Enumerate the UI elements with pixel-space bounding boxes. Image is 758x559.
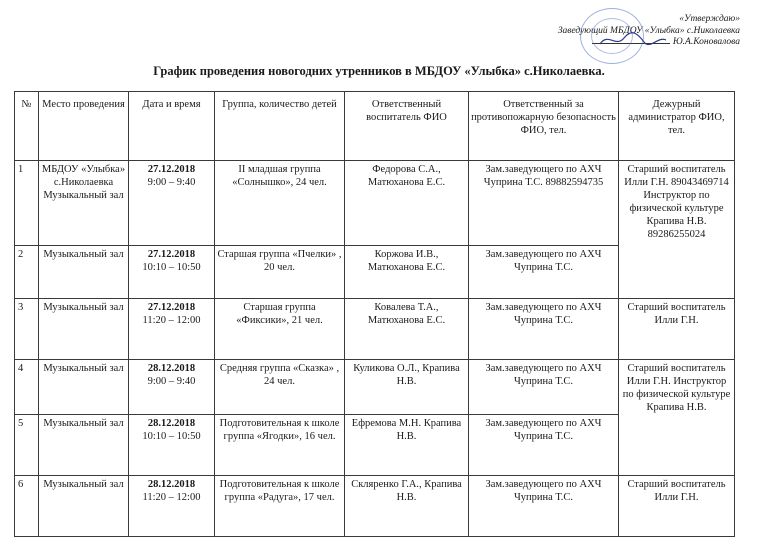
row-place: Музыкальный зал <box>39 299 129 360</box>
row-number: 1 <box>15 161 39 246</box>
table-row <box>15 161 735 246</box>
row-date: 27.12.2018 <box>147 164 196 175</box>
header-datetime: Дата и время <box>129 92 215 161</box>
row-time: 11:20 – 12:00 <box>142 492 201 503</box>
row-teacher: Ефремова М.Н. Крапива Н.В. <box>345 415 469 476</box>
row-time: 9:00 – 9:40 <box>147 177 196 188</box>
table-row <box>15 360 735 415</box>
row-place: Музыкальный зал <box>39 415 129 476</box>
document-title: График проведения новогодних утренников в МБДОУ «Улыбка» с.Николаевка. <box>153 64 605 78</box>
row-number: 3 <box>15 299 39 360</box>
approval-line-1: «Утверждаю» <box>679 14 740 24</box>
approver-name: Ю.А.Коновалова <box>672 37 740 47</box>
row-admin: Старший воспитатель Илли Г.Н. <box>619 299 735 360</box>
row-place: Музыкальный зал <box>39 476 129 537</box>
row-time: 9:00 – 9:40 <box>147 376 196 387</box>
row-group: Подготовительная к школе группа «Ягодки», 16 чел. <box>215 415 345 476</box>
row-fire: Зам.заведующего по АХЧ Чуприна Т.С. <box>469 360 619 415</box>
header-teacher: Ответственный воспитатель ФИО <box>345 92 469 161</box>
row-place: Музыкальный зал <box>39 360 129 415</box>
row-date: 28.12.2018 <box>147 479 196 490</box>
row-group: Подготовительная к школе группа «Радуга», 17 чел. <box>215 476 345 537</box>
row-time: 10:10 – 10:50 <box>142 431 201 442</box>
row-group: Средняя группа «Сказка» , 24 чел. <box>215 360 345 415</box>
row-date: 28.12.2018 <box>147 363 196 374</box>
header-admin: Дежурный администратор ФИО, тел. <box>619 92 735 161</box>
header-number: № <box>15 92 39 161</box>
row-time: 10:10 – 10:50 <box>142 262 201 273</box>
row-group: Старшая группа «Фиксики», 21 чел. <box>215 299 345 360</box>
row-place: Музыкальный зал <box>39 246 129 299</box>
row-group: II младшая группа «Солнышко», 24 чел. <box>215 161 345 246</box>
row-date: 27.12.2018 <box>147 302 196 313</box>
row-teacher: Скляренко Г.А., Крапива Н.В. <box>345 476 469 537</box>
row-fire: Зам.заведующего по АХЧ Чуприна Т.С. 89882594735 <box>469 161 619 246</box>
table-header-row <box>15 92 735 161</box>
row-number: 2 <box>15 246 39 299</box>
row-number: 6 <box>15 476 39 537</box>
header-place: Место проведения <box>39 92 129 161</box>
row-admin: Старший воспитатель Илли Г.Н. <box>619 476 735 537</box>
table-row <box>15 299 735 360</box>
schedule-table <box>14 91 735 537</box>
row-datetime <box>129 476 215 537</box>
row-date: 28.12.2018 <box>147 418 196 429</box>
row-admin: Старший воспитатель Илли Г.Н. Инструктор по физической культуре Крапива Н.В. <box>619 360 735 476</box>
row-number: 4 <box>15 360 39 415</box>
approval-line-2: Заведующий МБДОУ «Улыбка» с.Николаевка <box>557 26 740 36</box>
row-time: 11:20 – 12:00 <box>142 315 201 326</box>
header-group: Группа, количество детей <box>215 92 345 161</box>
row-fire: Зам.заведующего по АХЧ Чуприна Т.С. <box>469 246 619 299</box>
row-teacher: Куликова О.Л., Крапива Н.В. <box>345 360 469 415</box>
row-datetime <box>129 299 215 360</box>
table-row <box>15 476 735 537</box>
row-teacher: Федорова С.А., Матюханова Е.С. <box>345 161 469 246</box>
row-number: 5 <box>15 415 39 476</box>
row-datetime <box>129 415 215 476</box>
row-fire: Зам.заведующего по АХЧ Чуприна Т.С. <box>469 476 619 537</box>
row-date: 27.12.2018 <box>147 249 196 260</box>
row-fire: Зам.заведующего по АХЧ Чуприна Т.С. <box>469 299 619 360</box>
row-datetime <box>129 246 215 299</box>
row-datetime <box>129 161 215 246</box>
row-group: Старшая группа «Пчелки» , 20 чел. <box>215 246 345 299</box>
row-teacher: Ковалева Т.А., Матюханова Е.С. <box>345 299 469 360</box>
row-fire: Зам.заведующего по АХЧ Чуприна Т.С. <box>469 415 619 476</box>
row-admin: Старший воспитатель Илли Г.Н. 89043469714 Инструктор по физической культуре Крапива Н.В. 89286255024 <box>619 161 735 299</box>
row-place: МБДОУ «Улыбка» с.Николаевка Музыкальный зал <box>39 161 129 246</box>
header-fire-safety: Ответственный за противопожарную безопасность ФИО, тел. <box>469 92 619 161</box>
signature-icon <box>598 30 668 50</box>
row-datetime <box>129 360 215 415</box>
row-teacher: Коржова И.В., Матюханова Е.С. <box>345 246 469 299</box>
